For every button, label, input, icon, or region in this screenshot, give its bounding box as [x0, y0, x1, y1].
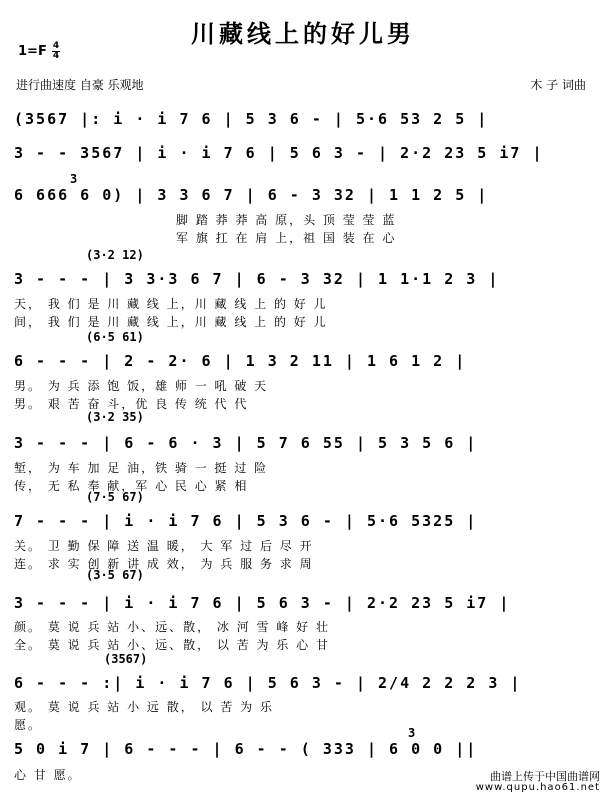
- triplet-mark-line-3: 3: [70, 172, 78, 186]
- notation-line-5: 6 - - - | 2 - 2· 6 | 1 3 2 11 | 1 6 1 2 |: [14, 352, 467, 370]
- lyric-line-7-verse-2: 连。 求 实 创 新 讲 成 效， 为 兵 服 务 求 周: [14, 557, 314, 571]
- intro-phrase-line-6: (3·2 35): [86, 410, 144, 424]
- intro-phrase-line-8: (3·5 67): [86, 568, 144, 582]
- composer-credit: 木 子 词曲: [530, 78, 586, 92]
- notation-line-2: 3 - - 3567 | i · i 7 6 | 5 6 3 - | 2·2 23 5 i7 |: [14, 144, 544, 162]
- lyric-line-4-verse-1: 天， 我 们 是 川 藏 线 上，川 藏 线 上 的 好 儿: [14, 297, 328, 311]
- notation-line-6: 3 - - - | 6 - 6 · 3 | 5 7 6 55 | 5 3 5 6 |: [14, 434, 478, 452]
- notation-line-7: 7 - - - | i · i 7 6 | 5 3 6 - | 5·6 5325 |: [14, 512, 478, 530]
- time-signature-top: 4: [52, 41, 60, 51]
- notation-line-4: 3 - - - | 3 3·3 6 7 | 6 - 3 32 | 1 1·1 2 3 |: [14, 270, 500, 288]
- lyric-line-8-verse-1: 颜。 莫 说 兵 站 小、远、散， 冰 河 雪 峰 好 壮: [14, 620, 330, 634]
- lyric-line-7-verse-1: 关。 卫 勤 保 障 送 温 暖， 大 军 过 后 尽 开: [14, 539, 314, 553]
- lyric-line-6-verse-1: 堑， 为 车 加 足 油，铁 骑 一 挺 过 险: [14, 461, 269, 475]
- lyric-line-9-verse-1: 观。 莫 说 兵 站 小 远 散， 以 苦 为 乐: [14, 700, 274, 714]
- time-signature-bottom: 4: [52, 51, 60, 61]
- lyric-line-4-verse-2: 间， 我 们 是 川 藏 线 上，川 藏 线 上 的 好 儿: [14, 315, 328, 329]
- notation-line-8: 3 - - - | i · i 7 6 | 5 6 3 - | 2·2 23 5 i7 |: [14, 594, 511, 612]
- lyric-line-10-verse-1: 心 甘 愿。: [14, 768, 82, 782]
- site-watermark-url: www.qupu.hao61.net: [475, 782, 600, 793]
- triplet-mark-line-10: 3: [408, 726, 416, 740]
- intro-phrase-line-5: (6·5 61): [86, 330, 144, 344]
- notation-line-10: 5 0 i 7 | 6 - - - | 6 - - ( 333 | 6 0 0 ||: [14, 740, 478, 758]
- notation-line-9: 6 - - - :| i · i 7 6 | 5 6 3 - | 2/4 2 2 2 3 |: [14, 674, 522, 692]
- tempo-marking: 进行曲速度 自豪 乐观地: [16, 78, 144, 92]
- lyric-line-8-verse-2: 全。 莫 说 兵 站 小、远、散， 以 苦 为 乐 心 甘: [14, 638, 330, 652]
- time-signature: [52, 42, 60, 61]
- notation-line-1: (3567 |: i · i 7 6 | 5 3 6 - | 5·6 53 2 5 |: [14, 110, 489, 128]
- key-signature: 1=F: [18, 44, 47, 59]
- lyric-line-3-verse-1: 脚 踏 莽 莽 高 原，头 顶 莹 莹 蓝: [176, 213, 397, 227]
- site-watermark-text: 曲谱上传于中国曲谱网: [490, 770, 600, 783]
- song-title: 川藏线上的好儿男: [191, 20, 415, 48]
- lyric-line-3-verse-2: 军 旗 扛 在 肩 上，祖 国 装 在 心: [176, 231, 397, 245]
- lyric-line-9-verse-2: 愿。: [14, 718, 43, 732]
- lyric-line-5-verse-2: 男。 艰 苦 奋 斗，优 良 传 统 代 代: [14, 397, 249, 411]
- lyric-line-5-verse-1: 男。 为 兵 添 饱 饭，雄 师 一 吼 破 天: [14, 379, 269, 393]
- notation-line-3: 6 666 6 0) | 3 3 6 7 | 6 - 3 32 | 1 1 2 5 |: [14, 186, 489, 204]
- intro-phrase-line-4: (3·2 12): [86, 248, 144, 262]
- intro-phrase-line-9: (3567): [104, 652, 148, 666]
- intro-phrase-line-7: (7·5 67): [86, 490, 144, 504]
- lyric-line-6-verse-2: 传， 无 私 奉 献，军 心 民 心 紧 相: [14, 479, 249, 493]
